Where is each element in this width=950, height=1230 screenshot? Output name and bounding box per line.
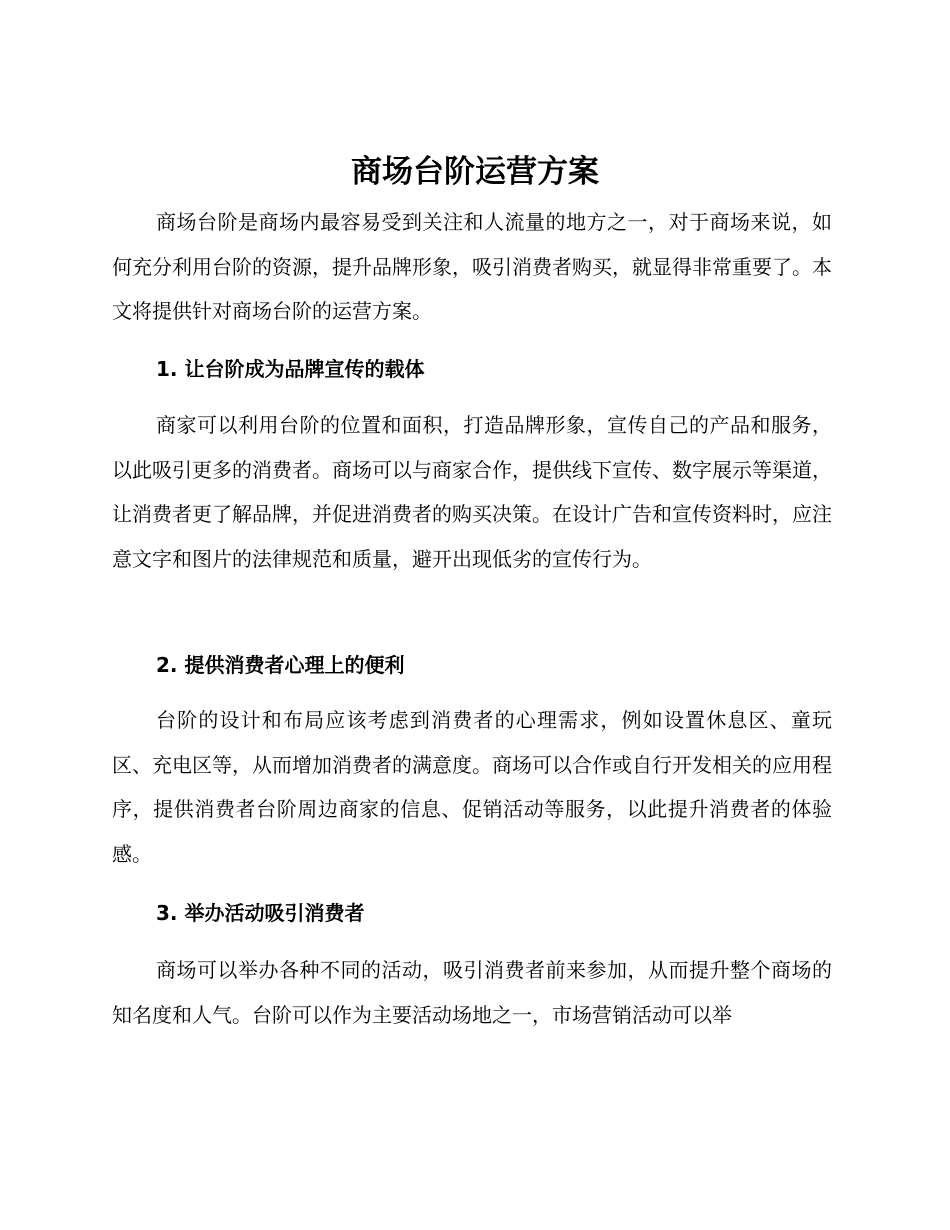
- document-title: 商场台阶运营方案: [351, 154, 599, 190]
- intro-paragraph: 商场台阶是商场内最容易受到关注和人流量的地方之一，对于商场来说，如何充分利用台阶的资源，提升品牌形象，吸引消费者购买，就显得非常重要了。本文将提供针对商场台阶的运营方案。: [112, 210, 832, 323]
- section-heading-3: 3. 举办活动吸引消费者: [156, 901, 365, 925]
- section-body-3: 商场可以举办各种不同的活动，吸引消费者前来参加，从而提升整个商场的知名度和人气。台阶可以作为主要活动场地之一，市场营销活动可以举: [112, 958, 832, 1027]
- section-body-1: 商家可以利用台阶的位置和面积，打造品牌形象，宣传自己的产品和服务，以此吸引更多的消费者。商场可以与商家合作，提供线下宣传、数字展示等渠道，让消费者更了解品牌，并促进消费者的购买决策。在设计广告和宣传资料时，应注意文字和图片的法律规范和质量，避开出现低劣的宣传行为。: [112, 413, 832, 571]
- section-heading-1: 1. 让台阶成为品牌宣传的载体: [156, 357, 425, 381]
- section-heading-2: 2. 提供消费者心理上的便利: [156, 653, 405, 677]
- section-body-2: 台阶的设计和布局应该考虑到消费者的心理需求，例如设置休息区、童玩区、充电区等，从而增加消费者的满意度。商场可以合作或自行开发相关的应用程序，提供消费者台阶周边商家的信息、促销活动等服务，以此提升消费者的体验感。: [112, 708, 832, 866]
